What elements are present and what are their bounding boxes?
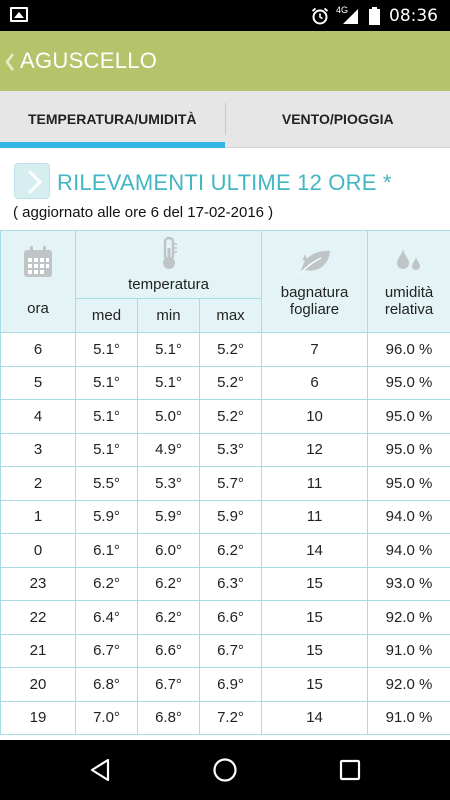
navigation-bar (0, 740, 450, 800)
cell-med: 5.9° (76, 500, 138, 534)
table-row (1, 534, 450, 568)
table-row (1, 634, 450, 668)
header-bagnatura-label-2: fogliare (289, 300, 340, 318)
cell-umidita: 91.0 % (368, 634, 450, 668)
table-row (1, 333, 450, 367)
cell-min: 6.2° (138, 567, 200, 601)
cell-max: 5.2° (200, 333, 262, 367)
signal-icon (336, 4, 360, 25)
cell-ora: 2 (1, 467, 76, 501)
cell-ora: 22 (1, 601, 76, 635)
cell-bagnatura: 12 (262, 433, 368, 467)
network-type: 4G (336, 4, 349, 15)
cell-umidita: 94.0 % (368, 500, 450, 534)
cell-ora: 5 (1, 366, 76, 400)
cell-min: 6.6° (138, 634, 200, 668)
table-row (1, 500, 450, 534)
cell-bagnatura: 15 (262, 567, 368, 601)
readings-table (0, 230, 450, 735)
home-button[interactable] (195, 740, 255, 800)
cell-max: 6.9° (200, 668, 262, 702)
cell-umidita: 95.0 % (368, 400, 450, 434)
tab-label: TEMPERATURA/UMIDITÀ (27, 111, 197, 127)
cell-med: 7.0° (76, 701, 138, 735)
header-bagnatura-label-1: bagnatura (280, 283, 349, 301)
header-umidita-label-1: umidità (384, 283, 434, 301)
section-title: RILEVAMENTI ULTIME 12 ORE * (57, 170, 392, 195)
table-row (1, 601, 450, 635)
cell-bagnatura: 7 (262, 333, 368, 367)
home-icon (212, 757, 238, 783)
leaf-icon (297, 246, 333, 276)
header-ora-label: ora (27, 300, 49, 317)
cell-max: 5.3° (200, 433, 262, 467)
page-title[interactable]: AGUSCELLO (20, 48, 158, 73)
cell-med: 5.1° (76, 366, 138, 400)
cell-min: 5.1° (138, 366, 200, 400)
cell-ora: 23 (1, 567, 76, 601)
cell-max: 5.9° (200, 500, 262, 534)
cell-umidita: 95.0 % (368, 366, 450, 400)
cell-min: 6.2° (138, 601, 200, 635)
cell-umidita: 93.0 % (368, 567, 450, 601)
tab-temperatura-umidita[interactable] (0, 91, 225, 147)
cell-ora: 1 (1, 500, 76, 534)
cell-ora: 0 (1, 534, 76, 568)
header-max: max (200, 299, 262, 333)
cell-min: 6.7° (138, 668, 200, 702)
cell-med: 6.8° (76, 668, 138, 702)
cell-min: 6.8° (138, 701, 200, 735)
thermometer-icon (159, 236, 179, 270)
cell-umidita: 92.0 % (368, 601, 450, 635)
battery-icon (369, 7, 380, 25)
cell-bagnatura: 14 (262, 701, 368, 735)
table-row (1, 433, 450, 467)
table-row (1, 567, 450, 601)
cell-max: 5.2° (200, 400, 262, 434)
cell-min: 5.1° (138, 333, 200, 367)
cell-max: 6.2° (200, 534, 262, 568)
cell-med: 6.1° (76, 534, 138, 568)
section-subtitle: ( aggiornato alle ore 6 del 17-02-2016 ) (13, 204, 274, 221)
cell-med: 6.2° (76, 567, 138, 601)
cell-med: 6.7° (76, 634, 138, 668)
header-med: med (76, 299, 138, 333)
table-row (1, 701, 450, 735)
chevron-left-icon[interactable] (5, 51, 15, 73)
cell-min: 5.9° (138, 500, 200, 534)
cell-max: 6.6° (200, 601, 262, 635)
cell-bagnatura: 14 (262, 534, 368, 568)
header-umidita-label-2: relativa (384, 300, 434, 318)
table-row (1, 400, 450, 434)
cell-umidita: 95.0 % (368, 433, 450, 467)
cell-bagnatura: 10 (262, 400, 368, 434)
header-temperatura (76, 231, 262, 299)
cell-med: 5.1° (76, 400, 138, 434)
tab-label: VENTO/PIOGGIA (281, 111, 394, 127)
cell-max: 5.2° (200, 366, 262, 400)
cell-bagnatura: 15 (262, 601, 368, 635)
status-bar (0, 0, 450, 31)
cell-min: 6.0° (138, 534, 200, 568)
cell-ora: 6 (1, 333, 76, 367)
tab-vento-pioggia[interactable] (226, 91, 450, 147)
cell-bagnatura: 6 (262, 366, 368, 400)
cell-bagnatura: 15 (262, 634, 368, 668)
image-icon (10, 7, 28, 22)
header-umidita (368, 231, 450, 333)
table-row (1, 467, 450, 501)
droplets-icon (394, 246, 424, 274)
cell-bagnatura: 11 (262, 467, 368, 501)
tab-bar (0, 91, 450, 148)
cell-max: 7.2° (200, 701, 262, 735)
cell-med: 5.1° (76, 333, 138, 367)
header-temperatura-label: temperatura (128, 276, 209, 293)
cell-max: 5.7° (200, 467, 262, 501)
cell-bagnatura: 15 (262, 668, 368, 702)
cell-ora: 21 (1, 634, 76, 668)
calendar-icon (23, 246, 53, 278)
cell-ora: 3 (1, 433, 76, 467)
section-header (0, 149, 450, 229)
recents-icon (339, 759, 361, 781)
header-min: min (138, 299, 200, 333)
cell-ora: 19 (1, 701, 76, 735)
cell-min: 5.0° (138, 400, 200, 434)
table-body (1, 333, 450, 735)
alarm-icon (311, 7, 329, 25)
cell-umidita: 91.0 % (368, 701, 450, 735)
clock: 08:36 (389, 5, 438, 26)
cell-max: 6.3° (200, 567, 262, 601)
back-button[interactable] (70, 740, 130, 800)
header-ora (1, 231, 76, 333)
cell-min: 5.3° (138, 467, 200, 501)
cell-umidita: 92.0 % (368, 668, 450, 702)
cell-max: 6.7° (200, 634, 262, 668)
cell-med: 5.5° (76, 467, 138, 501)
cell-umidita: 96.0 % (368, 333, 450, 367)
cell-min: 4.9° (138, 433, 200, 467)
table-row (1, 366, 450, 400)
cell-umidita: 94.0 % (368, 534, 450, 568)
chevron-right-icon (14, 163, 50, 199)
cell-umidita: 95.0 % (368, 467, 450, 501)
cell-ora: 4 (1, 400, 76, 434)
action-bar (0, 31, 450, 91)
cell-med: 5.1° (76, 433, 138, 467)
cell-ora: 20 (1, 668, 76, 702)
table-row (1, 668, 450, 702)
cell-bagnatura: 11 (262, 500, 368, 534)
header-bagnatura (262, 231, 368, 333)
recents-button[interactable] (320, 740, 380, 800)
cell-med: 6.4° (76, 601, 138, 635)
back-icon (89, 758, 111, 782)
